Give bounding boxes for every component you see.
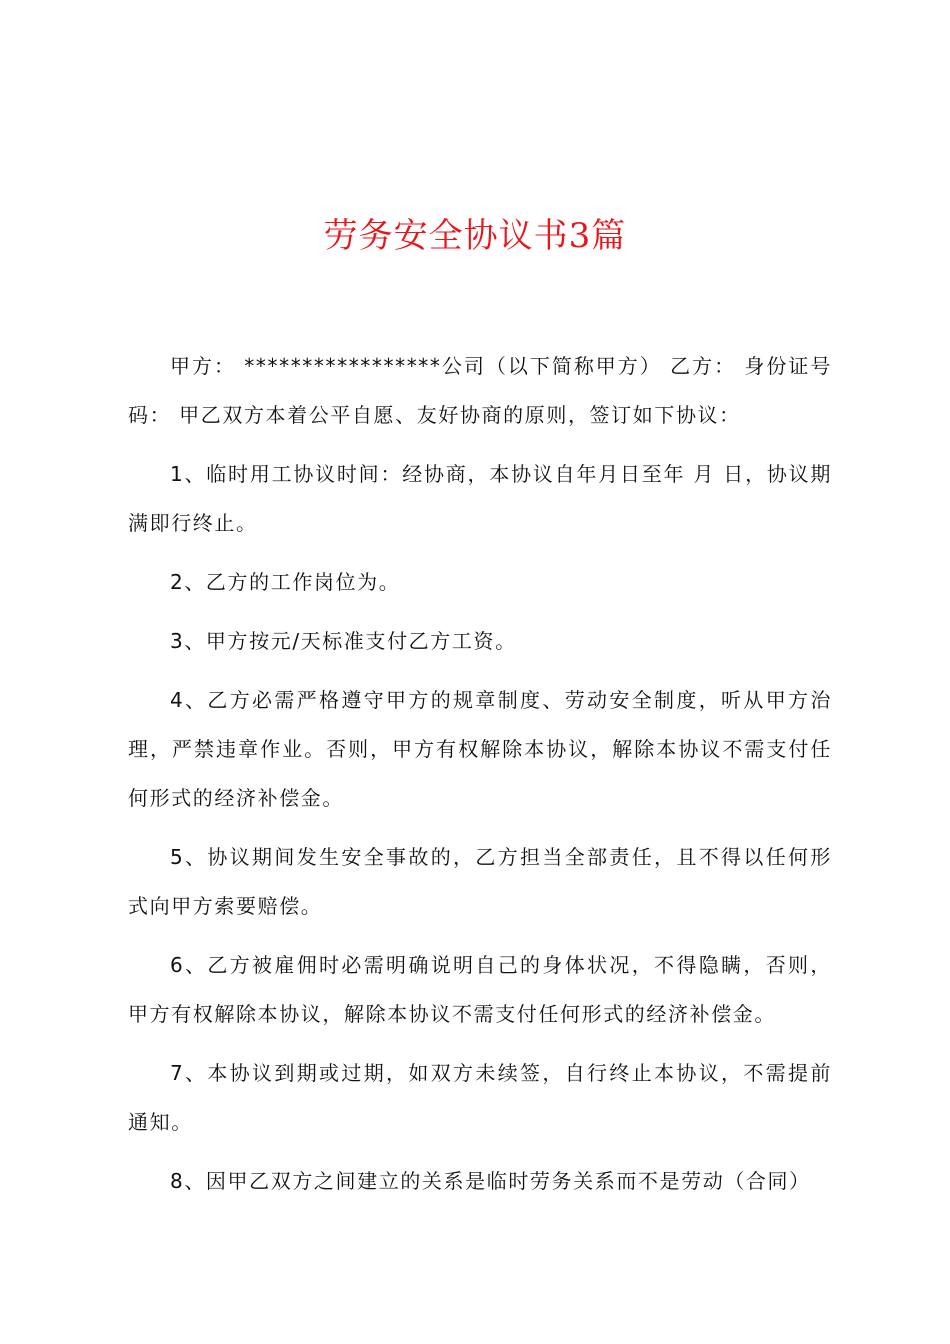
paragraph-clause-4: 4、乙方必需严格遵守甲方的规章制度、劳动安全制度，听从甲方治理，严禁违章作业。否则，甲方有权解除本协议，解除本协议不需支付任何形式的经济补偿金。: [128, 688, 832, 810]
paragraph-clause-7: 7、本协议到期或过期，如双方未续签，自行终止本协议，不需提前通知。: [128, 1061, 832, 1134]
paragraph-clause-2: 2、乙方的工作岗位为。: [170, 570, 401, 594]
paragraph-clause-3: 3、甲方按元/天标准支付乙方工资。: [170, 629, 517, 653]
paragraph-clause-8: 8、因甲乙双方之间建立的关系是临时劳务关系而不是劳动（合同）: [170, 1169, 811, 1193]
paragraph-clause-5: 5、协议期间发生安全事故的，乙方担当全部责任，且不得以任何形式向甲方索要赔偿。: [128, 845, 832, 918]
paragraph-clause-6: 6、乙方被雇佣时必需明确说明自己的身体状况，不得隐瞒，否则，甲方有权解除本协议，解除本协议不需支付任何形式的经济补偿金。: [128, 953, 832, 1026]
document-title: 劳务安全协议书3篇: [323, 216, 627, 256]
document-body: [128, 342, 832, 1216]
paragraph-parties: 甲方： *****************公司（以下简称甲方） 乙方： 身份证号码： 甲乙双方本着公平自愿、友好协商的原则，签订如下协议：: [128, 354, 832, 427]
paragraph-clause-1: 1、临时用工协议时间：经协商，本协议自年月日至年 月 日，协议期满即行终止。: [128, 462, 832, 535]
